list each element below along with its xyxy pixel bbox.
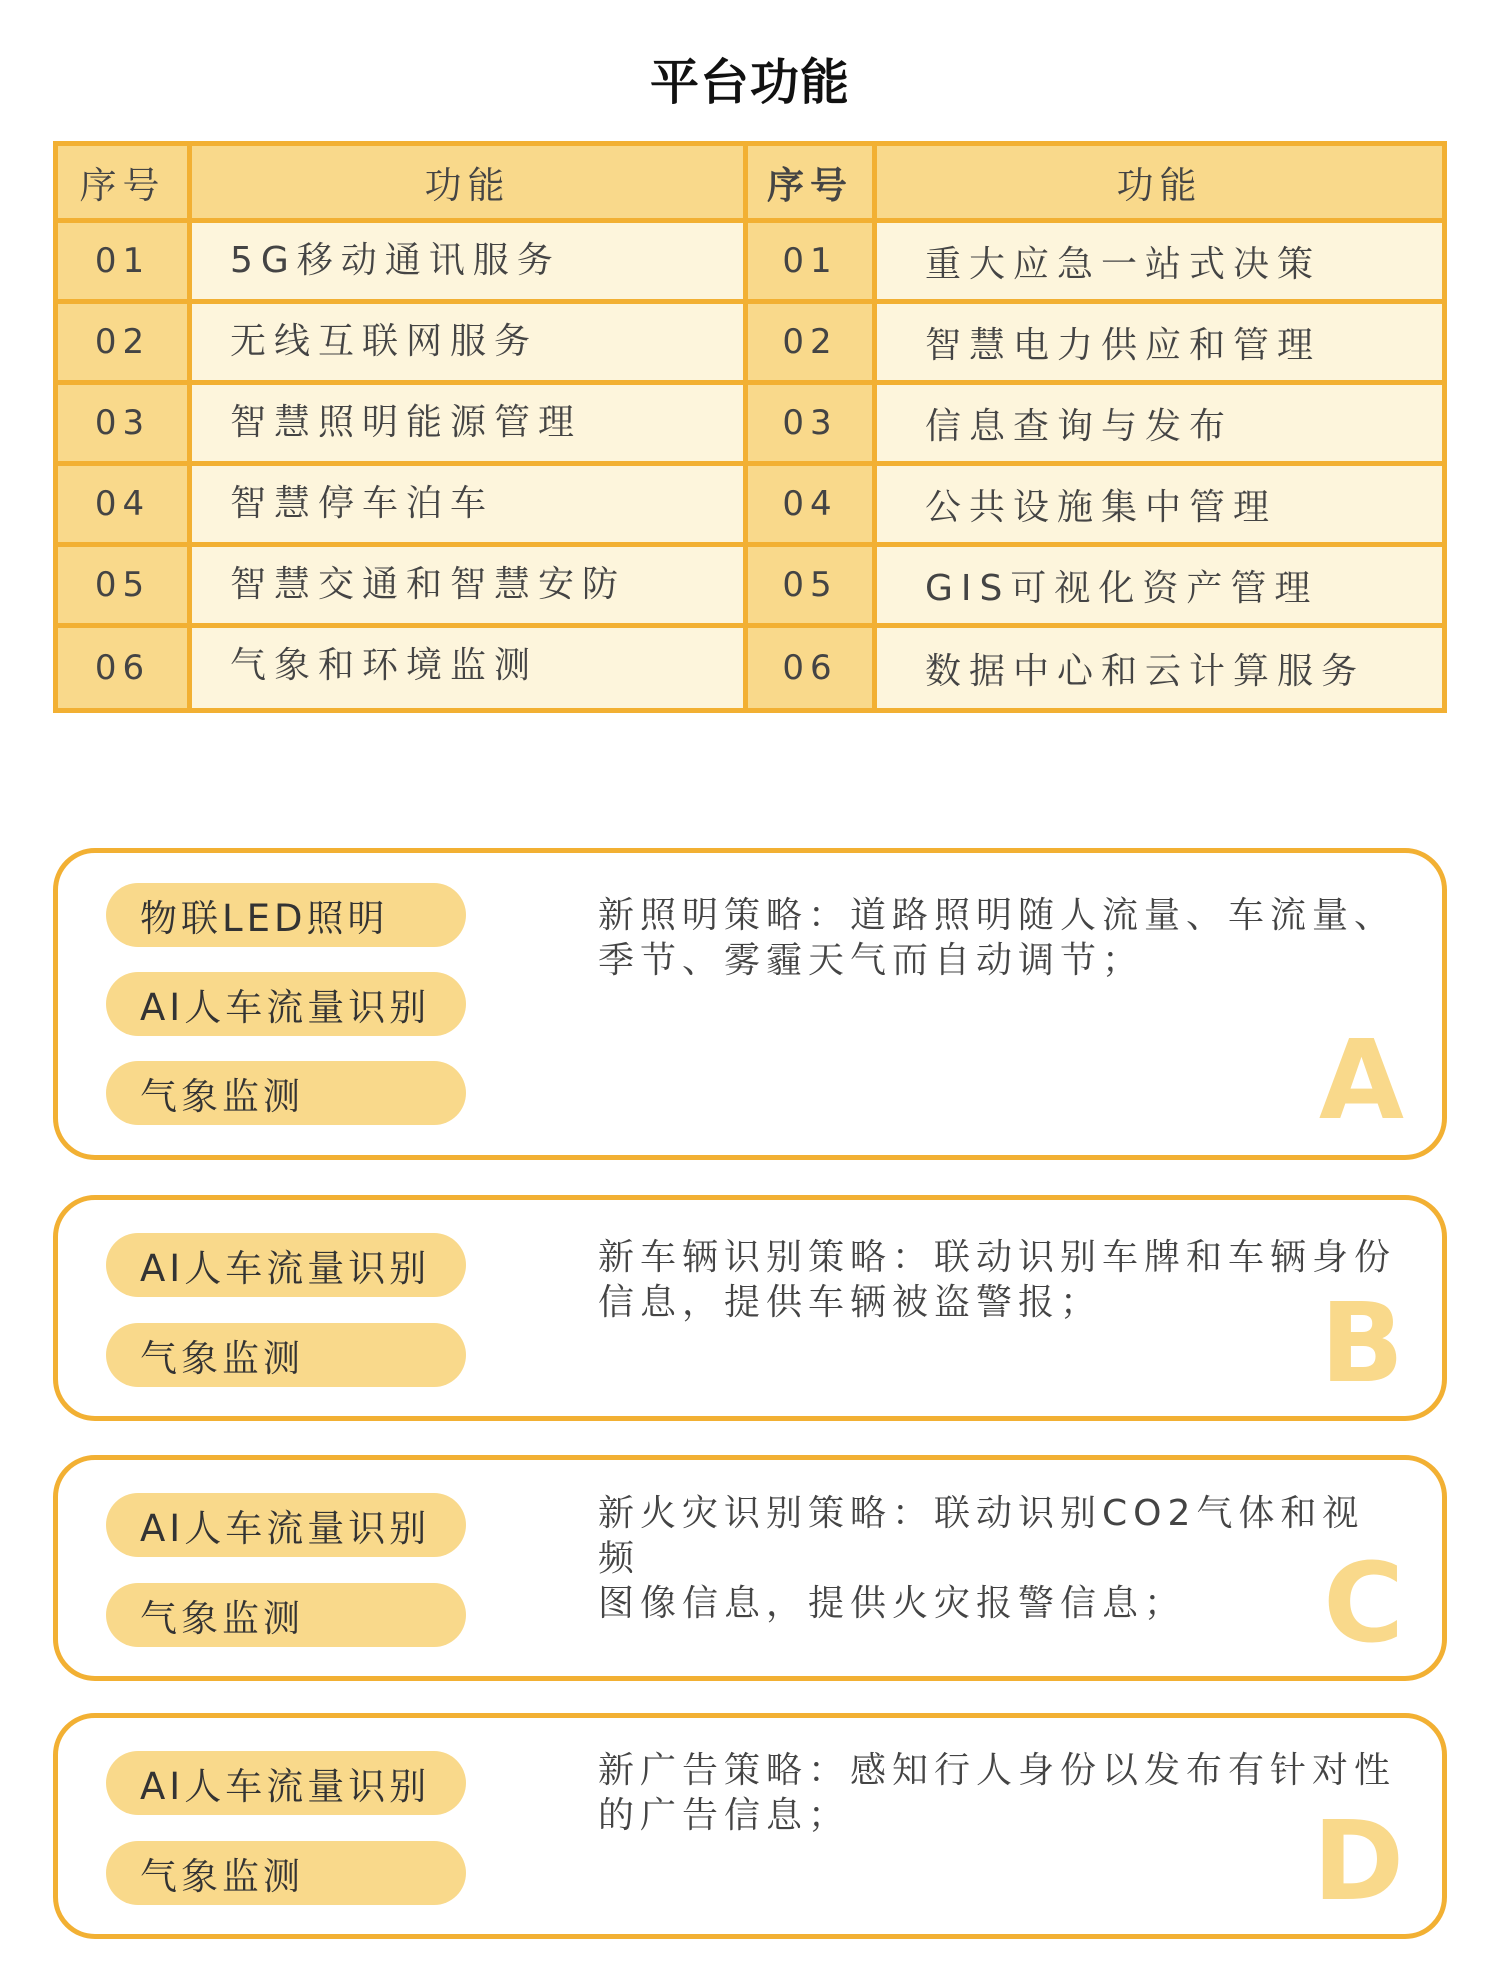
row-func-right: 信息查询与发布 bbox=[877, 385, 1442, 461]
strategy-card-c bbox=[53, 1455, 1447, 1681]
tag-pill: 物联LED照明 bbox=[106, 883, 466, 947]
tag-pill: AI人车流量识别 bbox=[106, 972, 466, 1036]
tag-pill: 气象监测 bbox=[106, 1061, 466, 1125]
tag-pill: AI人车流量识别 bbox=[106, 1233, 466, 1297]
row-func-right: GIS可视化资产管理 bbox=[877, 547, 1442, 623]
header-seq-right: 序号 bbox=[748, 146, 872, 223]
tag-pill: 气象监测 bbox=[106, 1583, 466, 1647]
row-num-left: 02 bbox=[58, 304, 187, 380]
row-func-right: 公共设施集中管理 bbox=[877, 466, 1442, 542]
strategy-card-a bbox=[53, 848, 1447, 1160]
row-num-right: 01 bbox=[748, 223, 872, 299]
table-row bbox=[58, 628, 1442, 709]
header-func-right: 功能 bbox=[877, 146, 1442, 223]
strategy-letter: D bbox=[1312, 1797, 1404, 1925]
row-num-left: 06 bbox=[58, 628, 187, 708]
row-func-left: 无线互联网服务 bbox=[192, 304, 743, 372]
row-num-left: 01 bbox=[58, 223, 187, 299]
strategy-letter: A bbox=[1318, 1016, 1404, 1144]
row-func-right: 重大应急一站式决策 bbox=[877, 223, 1442, 299]
strategy-card-d bbox=[53, 1713, 1447, 1939]
strategy-description: 新照明策略：道路照明随人流量、车流量、 季节、雾霾天气而自动调节； bbox=[598, 895, 1397, 981]
row-func-right: 数据中心和云计算服务 bbox=[877, 628, 1442, 708]
function-table bbox=[53, 141, 1447, 713]
tag-pill: 气象监测 bbox=[106, 1841, 466, 1905]
row-func-left: 5G移动通讯服务 bbox=[192, 223, 743, 291]
strategy-card-b bbox=[53, 1195, 1447, 1421]
row-func-right: 智慧电力供应和管理 bbox=[877, 304, 1442, 380]
row-num-left: 04 bbox=[58, 466, 187, 542]
row-num-left: 05 bbox=[58, 547, 187, 623]
tag-pill: AI人车流量识别 bbox=[106, 1493, 466, 1557]
header-func-left: 功能 bbox=[192, 146, 743, 223]
row-num-right: 03 bbox=[748, 385, 872, 461]
strategy-description: 新车辆识别策略：联动识别车牌和车辆身份 信息，提供车辆被盗警报； bbox=[598, 1237, 1397, 1323]
table-row bbox=[58, 547, 1442, 628]
table-row bbox=[58, 223, 1442, 304]
row-func-left: 智慧交通和智慧安防 bbox=[192, 547, 743, 615]
strategy-description: 新广告策略：感知行人身份以发布有针对性 的广告信息； bbox=[598, 1750, 1397, 1836]
table-row bbox=[58, 385, 1442, 466]
tag-pill: 气象监测 bbox=[106, 1323, 466, 1387]
row-func-left: 智慧停车泊车 bbox=[192, 466, 743, 534]
strategy-letter: B bbox=[1320, 1279, 1404, 1407]
strategy-letter: C bbox=[1323, 1539, 1404, 1667]
header-seq-left: 序号 bbox=[58, 146, 187, 223]
table-row bbox=[58, 304, 1442, 385]
row-num-right: 02 bbox=[748, 304, 872, 380]
tag-pill: AI人车流量识别 bbox=[106, 1751, 466, 1815]
row-num-left: 03 bbox=[58, 385, 187, 461]
row-func-left: 气象和环境监测 bbox=[192, 628, 743, 696]
row-num-right: 06 bbox=[748, 628, 872, 708]
strategy-description: 新火灾识别策略：联动识别CO2气体和视频 图像信息，提供火灾报警信息； bbox=[598, 1493, 1365, 1624]
row-num-right: 04 bbox=[748, 466, 872, 542]
row-func-left: 智慧照明能源管理 bbox=[192, 385, 743, 453]
table-row bbox=[58, 466, 1442, 547]
page-title: 平台功能 bbox=[649, 54, 850, 111]
row-num-right: 05 bbox=[748, 547, 872, 623]
